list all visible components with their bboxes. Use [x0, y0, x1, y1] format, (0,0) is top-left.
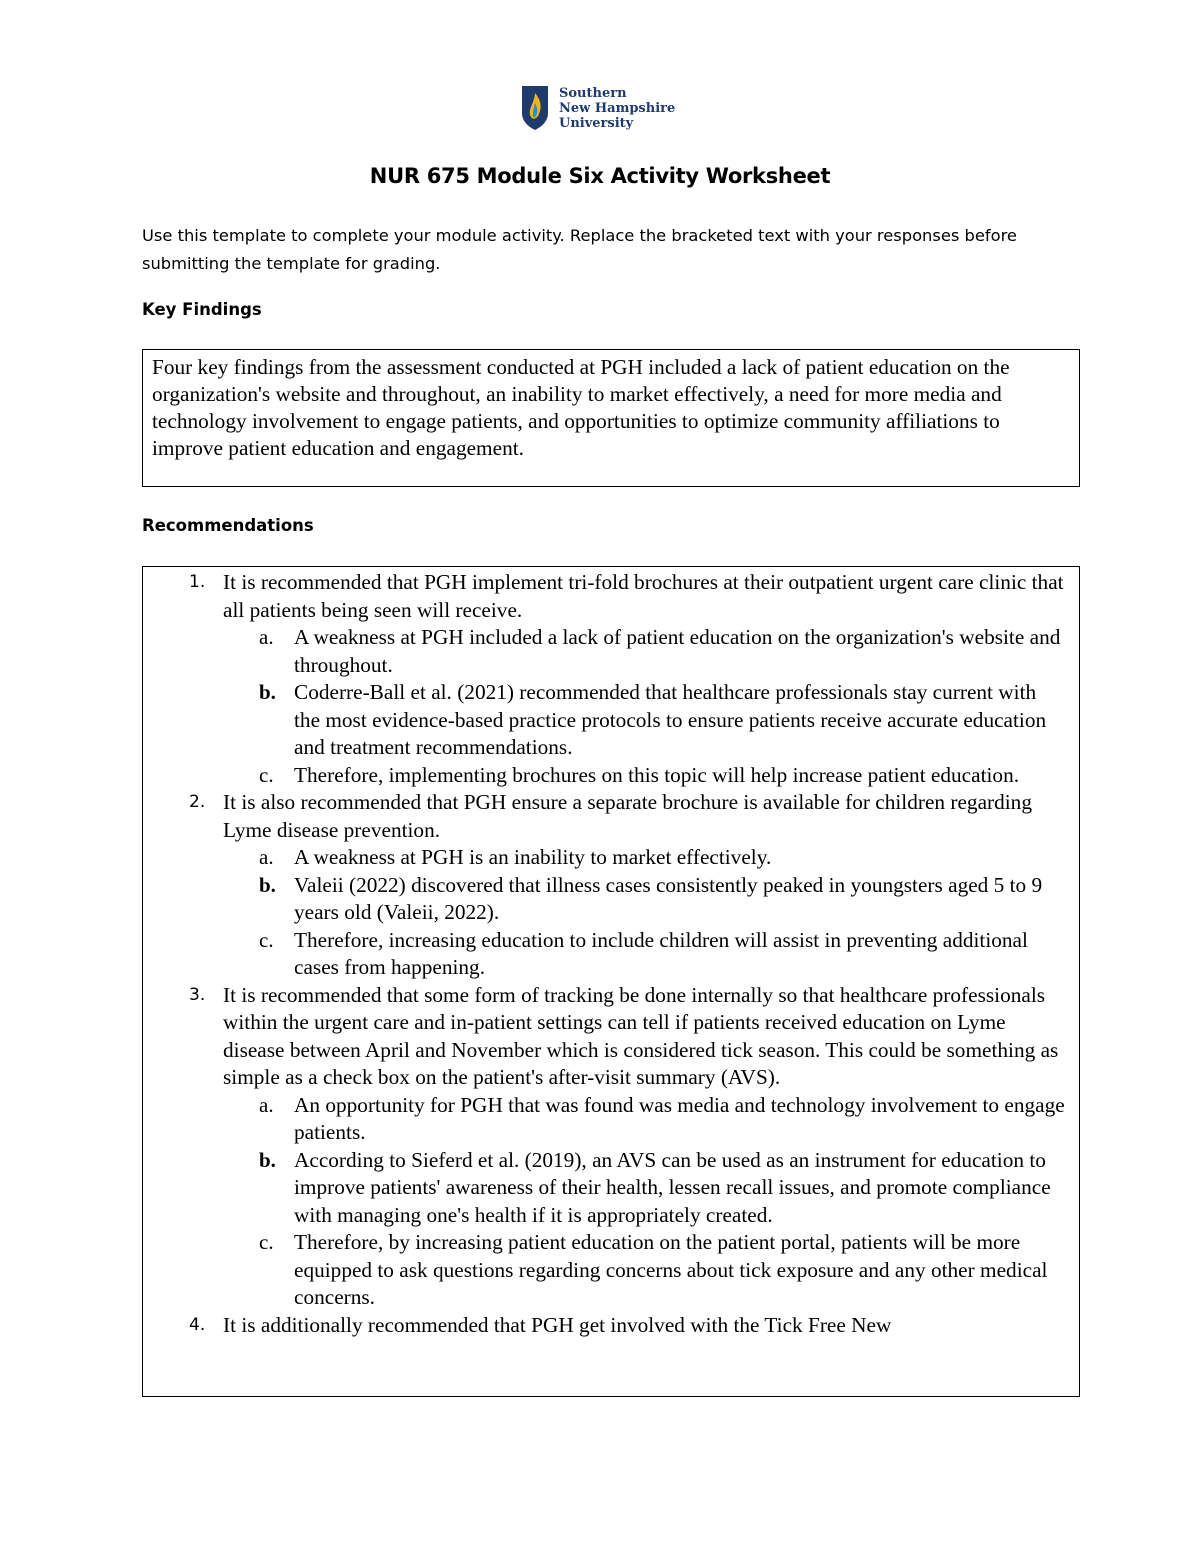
- recommendations-box[interactable]: [142, 566, 1080, 1397]
- recommendation-item: [143, 1312, 1079, 1340]
- subitem-text: Valeii (2022) discovered that illness cases consistently peaked in youngsters aged 5 to 9 years old (Valeii, 2022).: [294, 872, 1043, 924]
- subitem-letter: a.: [259, 625, 274, 649]
- subitem-text: Therefore, implementing brochures on this topic will help increase patient education.: [294, 762, 1020, 787]
- recommendation-item: [143, 789, 1079, 844]
- recommendation-subitem: [143, 1092, 1079, 1147]
- key-findings-heading: Key Findings: [142, 300, 262, 319]
- subitem-letter: a.: [259, 1092, 274, 1117]
- recommendation-item: [143, 982, 1079, 1092]
- recommendation-number: 4.: [189, 1314, 206, 1335]
- recommendation-text: It is recommended that PGH implement tri-fold brochures at their outpatient urgent care clinic that all patients being seen will receive.: [223, 570, 1064, 622]
- subitem-letter: c.: [259, 927, 274, 952]
- subitem-text: Therefore, by increasing patient education on the patient portal, patients will be more equipped to ask questions regarding concerns about tick exposure and any other medical concerns.: [294, 1230, 1048, 1309]
- recommendation-number: 2.: [189, 792, 206, 812]
- recommendation-subitem: [143, 679, 1079, 762]
- recommendation-subitem: [143, 844, 1079, 872]
- subitem-letter: b.: [259, 680, 276, 704]
- shield-flame-icon: [521, 85, 549, 131]
- document-title: NUR 675 Module Six Activity Worksheet: [369, 164, 831, 188]
- instructions-paragraph: Use this template to complete your module activity. Replace the bracketed text with your responses before submitting the template for grading.: [142, 226, 1017, 273]
- logo-line-3: University: [559, 115, 634, 131]
- subitem-letter: c.: [259, 1230, 274, 1254]
- subitem-text: An opportunity for PGH that was found was media and technology involvement to engage patients.: [294, 1092, 1065, 1144]
- subitem-letter: c.: [259, 762, 274, 787]
- subitem-text: A weakness at PGH included a lack of patient education on the organization's website and throughout.: [294, 625, 1061, 677]
- key-findings-box[interactable]: [142, 349, 1080, 487]
- subitem-text: According to Sieferd et al. (2019), an AVS can be used as an instrument for education to improve patients' awareness of their health, lessen recall issues, and promote compliance with managing one's health if it is appropriately created.: [294, 1147, 1051, 1227]
- recommendation-subitem: [143, 927, 1079, 982]
- subitem-text: Therefore, increasing education to include children will assist in preventing additional cases from happening.: [294, 927, 1028, 979]
- recommendation-number: 3.: [189, 984, 206, 1005]
- logo-wordmark: [559, 86, 675, 131]
- recommendation-text: It is recommended that some form of tracking be done internally so that healthcare professionals within the urgent care and in-patient settings can tell if patients received education on Lyme disease between April and November which is considered tick season. This could be something as simple as a check box on the patient's after-visit summary (AVS).: [223, 982, 1059, 1089]
- subitem-text: A weakness at PGH is an inability to market effectively.: [294, 845, 772, 869]
- key-findings-text: Four key findings from the assessment conducted at PGH included a lack of patient education on the organization's website and throughout, an inability to market effectively, a need for more media and technology involvement to engage patients, and opportunities to optimize community affiliations to improve patient education and engagement.: [152, 355, 1010, 460]
- subitem-letter: b.: [259, 872, 276, 897]
- recommendation-subitem: [143, 1229, 1079, 1312]
- logo-line-1: Southern: [559, 85, 627, 101]
- recommendation-subitem: [143, 1147, 1079, 1230]
- recommendation-text: It is also recommended that PGH ensure a separate brochure is available for children regarding Lyme disease prevention.: [223, 790, 1032, 842]
- recommendation-number: 1.: [189, 572, 206, 592]
- recommendation-text: It is additionally recommended that PGH get involved with the Tick Free New: [223, 1312, 892, 1337]
- recommendation-item: [143, 569, 1079, 624]
- recommendation-subitem: [143, 762, 1079, 790]
- logo-line-2: New Hampshire: [559, 100, 676, 116]
- subitem-letter: a.: [259, 845, 274, 869]
- recommendation-subitem: [143, 872, 1079, 927]
- subitem-text: Coderre-Ball et al. (2021) recommended that healthcare professionals stay current with the most evidence-based practice protocols to ensure patients receive accurate education and treatment recommendations.: [294, 680, 1047, 759]
- recommendations-heading: Recommendations: [142, 516, 314, 535]
- subitem-letter: b.: [259, 1147, 276, 1172]
- recommendation-subitem: [143, 624, 1079, 679]
- recommendations-list: [143, 569, 1079, 1339]
- university-logo: [521, 84, 675, 132]
